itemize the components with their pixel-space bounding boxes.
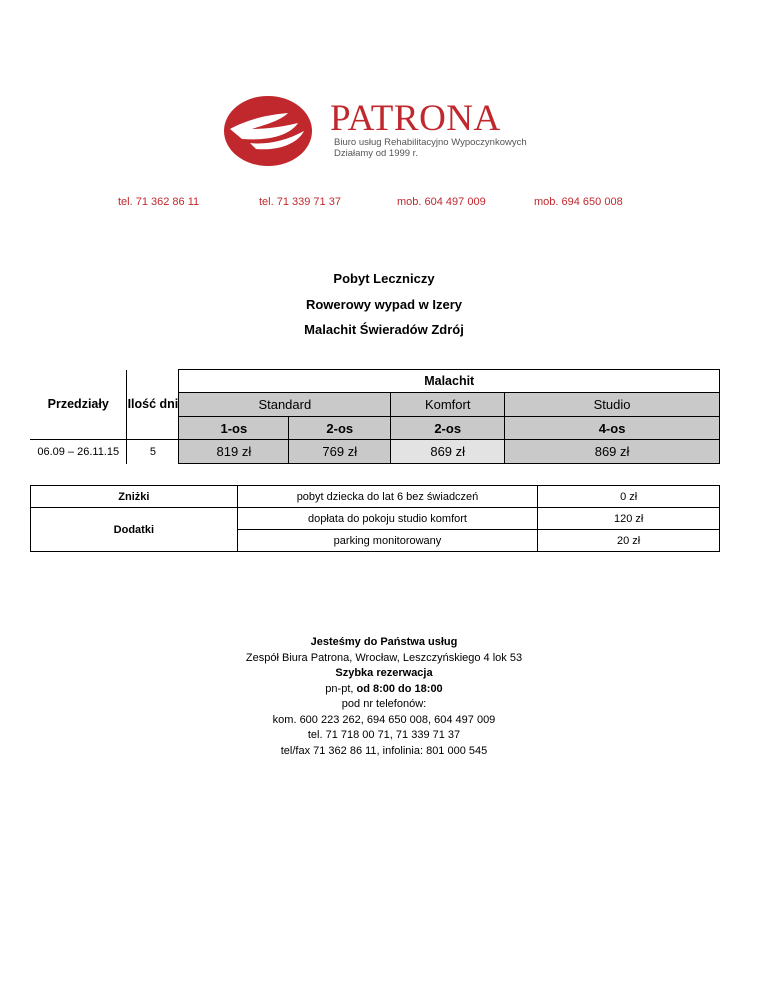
extra-price: 120 zł xyxy=(538,508,720,530)
footer-hours-range: od 8:00 do 18:00 xyxy=(356,682,443,695)
row-period: 06.09 – 26.11.15 xyxy=(30,440,127,464)
header-hotel: Malachit xyxy=(179,370,720,393)
price-cell: 769 zł xyxy=(289,440,391,464)
room-type-2: 2-os xyxy=(289,417,391,440)
additions-label: Dodatki xyxy=(31,508,238,552)
footer-address: Zespół Biura Patrona, Wrocław, Leszczyńskiego 4 lok 53 xyxy=(245,651,523,664)
footer-mobile[interactable]: kom. 600 223 262, 694 650 008, 604 497 009 xyxy=(272,713,496,726)
row-days: 5 xyxy=(127,440,179,464)
discounts-label: Zniżki xyxy=(31,486,238,508)
phone-3[interactable]: mob. 604 497 009 xyxy=(397,196,486,208)
phone-1[interactable]: tel. 71 362 86 11 xyxy=(118,196,200,208)
footer-booking-heading: Szybka rezerwacja xyxy=(335,667,433,679)
footer-phones-label: pod nr telefonów: xyxy=(341,698,427,710)
footer-fax[interactable]: tel/fax 71 362 86 11, infolinia: 801 000 545 xyxy=(280,744,488,757)
contact-footer xyxy=(0,635,768,759)
category-komfort: Komfort xyxy=(391,393,505,417)
phone-bar xyxy=(0,196,768,212)
footer-days: pn-pt, xyxy=(325,682,357,695)
brand-since: Działamy od 1999 r. xyxy=(334,148,418,159)
category-studio: Studio xyxy=(505,393,720,417)
hands-logo-icon xyxy=(222,93,322,173)
header-days: Ilość dni xyxy=(127,370,179,440)
brand-name: PATRONA xyxy=(330,98,501,139)
extra-desc: parking monitorowany xyxy=(237,530,538,552)
price-cell: 869 zł xyxy=(505,440,720,464)
header-period: Przedziały xyxy=(30,370,127,440)
room-type-3: 2-os xyxy=(391,417,505,440)
title-hotel: Malachit Świeradów Zdrój xyxy=(304,322,464,337)
footer-tel[interactable]: tel. 71 718 00 71, 71 339 71 37 xyxy=(307,729,461,741)
price-table xyxy=(30,369,720,464)
price-cell: 819 zł xyxy=(179,440,289,464)
phone-4[interactable]: mob. 694 650 008 xyxy=(534,196,623,208)
room-type-4: 4-os xyxy=(505,417,720,440)
phone-2[interactable]: tel. 71 339 71 37 xyxy=(259,196,341,208)
footer-hours xyxy=(0,682,768,698)
extra-desc: dopłata do pokoju studio komfort xyxy=(237,508,538,530)
price-cell: 869 zł xyxy=(391,440,505,464)
patrona-logo xyxy=(222,93,532,173)
extra-price: 0 zł xyxy=(538,486,720,508)
room-type-1: 1-os xyxy=(179,417,289,440)
title-trip: Rowerowy wypad w Izery xyxy=(305,297,463,312)
footer-greeting: Jesteśmy do Państwa usług xyxy=(310,636,458,648)
extra-price: 20 zł xyxy=(538,530,720,552)
extra-desc: pobyt dziecka do lat 6 bez świadczeń xyxy=(237,486,538,508)
extras-table xyxy=(30,485,720,552)
brand-tagline: Biuro usług Rehabilitacyjno Wypoczynkowych xyxy=(334,137,527,148)
category-standard: Standard xyxy=(179,393,391,417)
title-stay-type: Pobyt Leczniczy xyxy=(333,271,435,286)
